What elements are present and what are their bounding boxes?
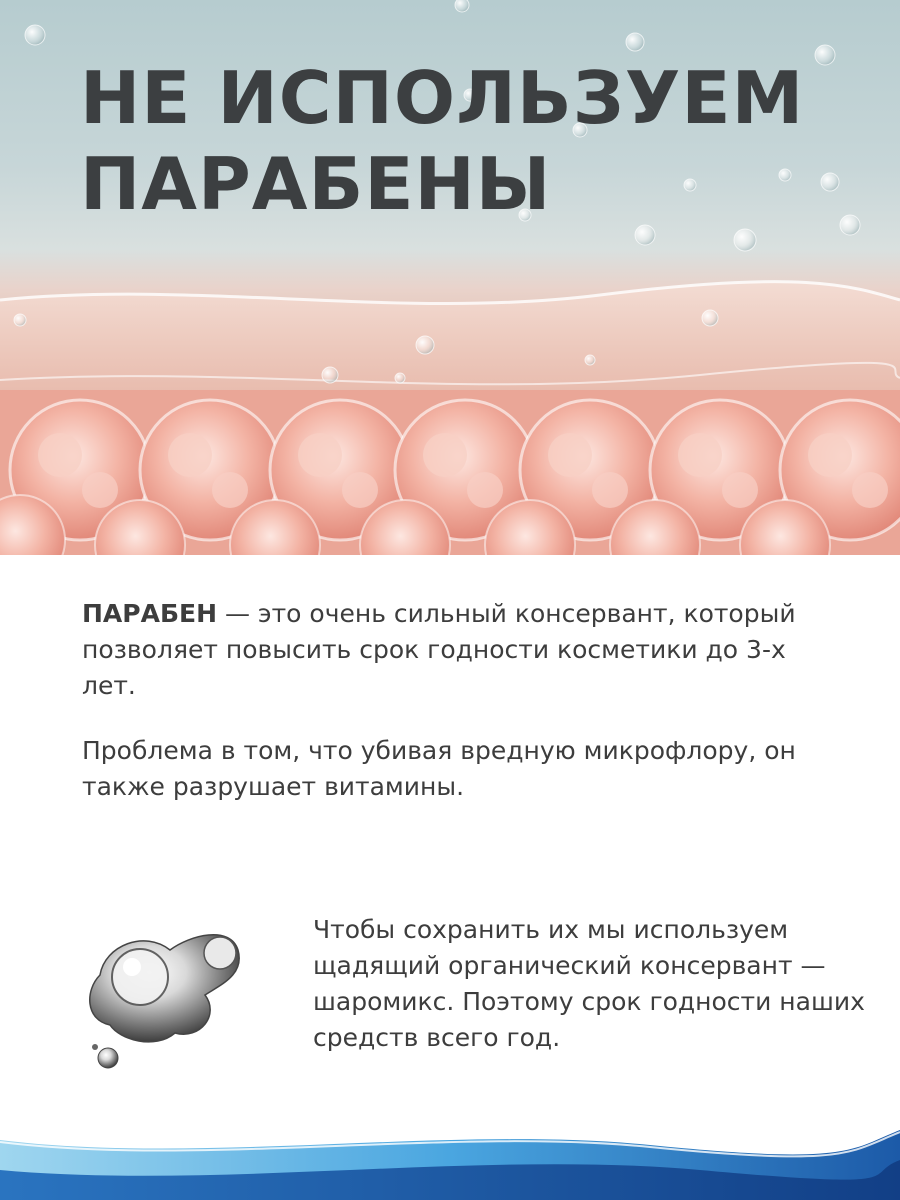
paraben-definition-text: — это очень сильный консервант, который позволяет повысить срок годности косметики до 3-х лет.: [82, 599, 796, 700]
liquid-droplet-icon: [80, 915, 250, 1075]
page-title: НЕ ИСПОЛЬЗУЕМ ПАРАБЕНЫ: [80, 56, 805, 226]
blue-wave-decoration: [0, 1120, 900, 1200]
hero-banner: [0, 0, 900, 555]
paraben-term: ПАРАБЕН: [82, 599, 217, 628]
problem-text: Проблема в том, что убивая вредную микрофлору, он также разрушает витамины.: [82, 736, 796, 801]
solution-text: Чтобы сохранить их мы используем щадящий органический консервант — шаромикс. Поэтому срок годности наших средств всего год.: [313, 915, 865, 1052]
paraben-definition: [82, 596, 842, 704]
